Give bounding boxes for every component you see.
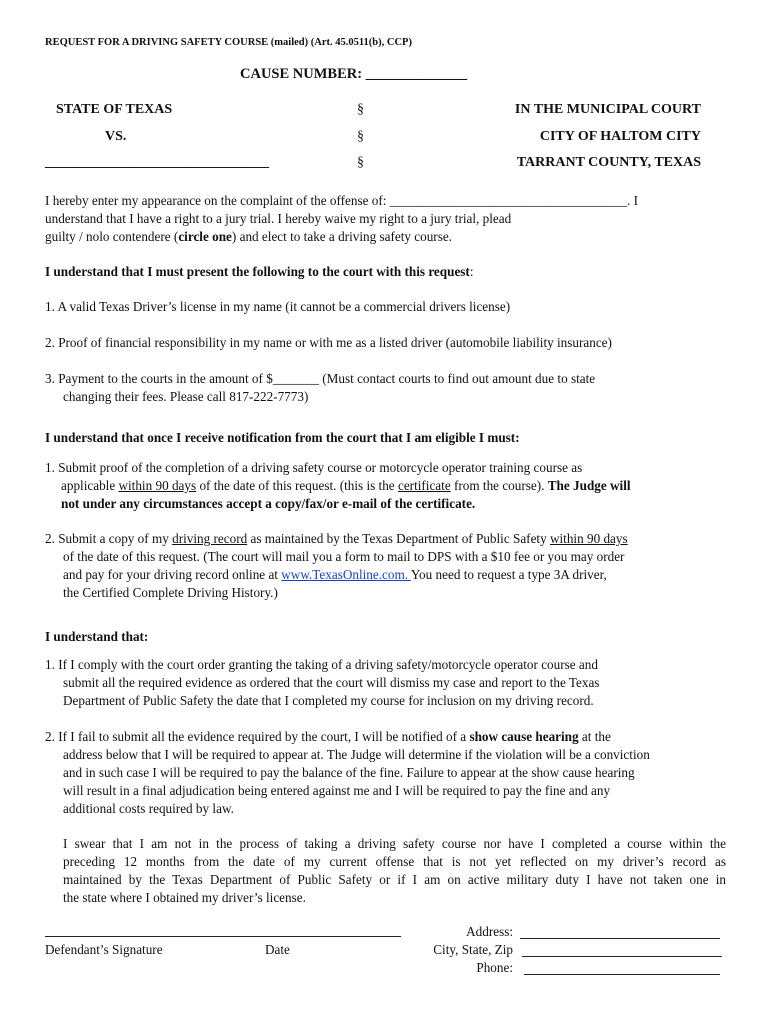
caption-state-of-texas: STATE OF TEXAS xyxy=(56,102,173,117)
defendant-signature-label: Defendant’s Signature xyxy=(45,942,163,957)
section-2-heading: I understand that once I receive notification from the court that I am eligible I must: xyxy=(45,430,520,445)
texasonline-link[interactable]: www.TexasOnline.com. xyxy=(281,567,411,582)
oath-paragraph: I swear that I am not in the process of taking a driving safety course nor have I completed a course within the preceding 12 months from the date of my current offense that is not yet reflected on my driver’s record as maintained by the Texas Department of Public Safety or if I am on active military duty I have not taken one in the state where I obtained my driver’s license. xyxy=(63,836,726,905)
date-label: Date xyxy=(265,942,290,957)
signature-line[interactable] xyxy=(45,936,401,937)
list-item: 2. If I fail to submit all the evidence required by the court, I will be notified of a show cause hearing at the address below that I will be required to appear at. The Judge will determine if the violation will be a conviction and in such case I will be required to pay the balance of the fine. Failure to appear at the show cause hearing will result in a final adjudication being entered against me and I will be required to pay the fine and any additional costs required by law. xyxy=(45,729,650,816)
section-symbol: § xyxy=(357,155,364,170)
section-1-heading: I understand that I must present the following to the court with this request: xyxy=(45,264,474,279)
section-symbol: § xyxy=(357,129,364,144)
intro-line-2: understand that I have a right to a jury trial. I hereby waive my right to a jury trial, plead xyxy=(45,211,512,226)
list-item: 2. Submit a copy of my driving record as maintained by the Texas Department of Public Safety within 90 days of the date of this request. (The court will mail you a form to mail to DPS with a $10 fee or you may order and pay for your driving record online at www.TexasOnline.com. You need to request a type 3A driver, the Certified Complete Driving History.) xyxy=(45,531,628,600)
city-state-zip-field[interactable] xyxy=(522,956,722,957)
list-item: 2. Proof of financial responsibility in my name or with me as a listed driver (automobile liability insurance) xyxy=(45,335,612,350)
request-title: REQUEST FOR A DRIVING SAFETY COURSE (mailed) (Art. 45.0511(b), CCP) xyxy=(45,37,412,48)
list-item: 1. If I comply with the court order granting the taking of a driving safety/motorcycle operator course and submit all the required evidence as ordered that the court will dismiss my case and report to the Texas Department of Public Safety the date that I completed my course for inclusion on my driving record. xyxy=(45,657,600,708)
cause-number-label: CAUSE NUMBER: xyxy=(240,66,363,82)
address-label: Address: xyxy=(466,924,513,939)
list-item: 1. Submit proof of the completion of a driving safety course or motorcycle operator training course as applicable within 90 days of the date of this request. (this is the certificate from the course). The Judge will not under any circumstances accept a copy/fax/or e-mail of the certificate. xyxy=(45,460,631,511)
address-field[interactable] xyxy=(520,938,720,939)
phone-label: Phone: xyxy=(476,960,513,975)
phone-field[interactable] xyxy=(524,974,720,975)
list-item: 1. A valid Texas Driver’s license in my name (it cannot be a commercial drivers license) xyxy=(45,299,511,314)
caption-vs: VS. xyxy=(105,129,127,144)
section-symbol: § xyxy=(357,102,364,117)
section-3-heading: I understand that: xyxy=(45,629,149,644)
caption-court: IN THE MUNICIPAL COURT xyxy=(514,102,701,117)
cause-number xyxy=(240,66,467,83)
defendant-name-field[interactable]: ________________________________ xyxy=(45,155,269,170)
intro-line-1[interactable]: I hereby enter my appearance on the complaint of the offense of: ____________________________________. I xyxy=(45,193,639,208)
caption-county: TARRANT COUNTY, TEXAS xyxy=(516,155,701,170)
list-item: 3. Payment to the courts in the amount of $_______ (Must contact courts to find out amount due to state changing their fees. Please call 817-222-7773) xyxy=(45,371,596,404)
cause-number-field[interactable]: ______________ xyxy=(365,66,468,82)
circle-one-label: circle one xyxy=(178,229,232,244)
city-state-zip-label: City, State, Zip xyxy=(433,942,513,957)
intro-line-3: guilty / nolo contendere (circle one) and elect to take a driving safety course. xyxy=(45,229,452,244)
intro-paragraph xyxy=(45,192,735,246)
caption-city: CITY OF HALTOM CITY xyxy=(539,129,701,144)
